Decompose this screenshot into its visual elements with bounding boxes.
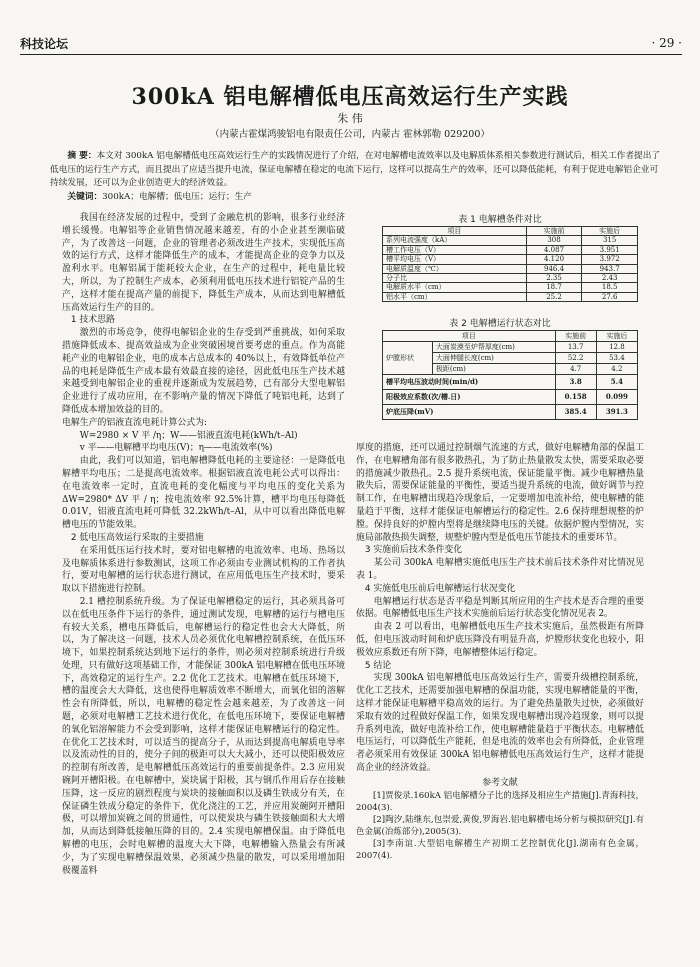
table-cell: 385.4 [555,405,596,420]
table-row [383,274,638,283]
table-row [383,245,638,254]
table-cell: 分子比 [383,274,527,283]
table-header-cell: 项目 [383,331,556,342]
table-cell: 极距(cm) [432,364,555,375]
table-cell: 315 [582,236,638,245]
abstract-label: 摘 要： [67,151,97,161]
table-header-cell: 实施前 [526,227,582,236]
table-header-cell: 实施后 [596,331,637,342]
table-cell: 阳极效应系数(次/槽.日) [383,390,556,405]
table-header-cell: 实施后 [582,227,638,236]
reference-item: [1]贾俊录.160kA 铝电解槽分子比的选择及相应生产措施[J].青海科技，2004(3). [356,790,644,813]
table-cell: 3.8 [555,375,596,390]
table1-caption: 表 1 电解槽条件对比 [458,215,542,225]
table-cell: 0.158 [555,390,596,405]
table2-caption: 表 2 电解槽运行状态对比 [449,319,551,329]
table-header-cell: 实施前 [555,331,596,342]
table-cell: 5.4 [596,375,637,390]
reference-item: [3]李南谊.大型铝电解槽生产初期工艺控制优化[J].湖南有色金属，2007(4). [356,838,644,861]
table-2 [382,330,638,420]
keywords-text: 300kA；电解槽；低电压；运行；生产 [102,192,252,202]
table-cell: 2.43 [582,274,638,283]
keywords-label: 关键词： [67,192,103,202]
running-header [20,32,682,55]
table-row [383,342,638,353]
table-row [383,375,638,390]
table-cell: 943.7 [582,264,638,273]
paragraph: 电解槽运行状态是否平稳是判断其所应用的生产技术是否合理的重要依据。电解槽低电压生产技术实施前后运行状态变化情况见表 2。 [356,596,644,620]
right-column [356,442,644,862]
paragraph: 实现 300kA 铝电解槽低电压高效运行生产，需要升级槽控制系统，优化工艺技术，还需要加强电解槽的保温功能，实现电解槽能量的平衡，这样才能保证电解槽平稳高效的运行。为了避免热量散失过快，必须做好采取有效的过程做好保温工作，如果发现电解槽出现冷趋现象，则可以提升系列电流，做好电流补给工作，使电解槽能量趋于平衡状态。电解槽低电压运行，可以降低生产能耗，但是电流的效率也会有所降低，企业管理者必须采用有效保证 300kA 铝电解槽低电压高效运行生产，这样才能提高企业的经济效益。 [356,673,644,773]
table-cell: 槽工作电压（V） [383,245,527,254]
formula-line: W=2980 × V 平 /η；W——铝液直流电耗(kWh/t–Al) [79,430,298,441]
table-cell: 3.951 [582,245,638,254]
intro-paragraph: 我国在经济发展的过程中，受到了金融危机的影响，很多行业经济增长缓慢。电解铝等企业销售情况越来越差，有的小企业甚至濒临破产，为了改善这一问题，企业的管理者必须改进生产技术，实现低压高效的运行方式，这样才能降低生产的成本，才能提高企业的竞争力以及盈利水平。电解铝属于能耗较大企业，在生产的过程中，耗电量比较大，所以，为了控制生产成本，必须利用低电压技术进行铝锭产品的生产，这样才能在提高产量的前提下，降低生产成本，从而达到电解槽低压高效运行生产的目的。 [62,213,345,313]
section-heading-1: 1 技术思路 [70,315,115,326]
table-cell: 12.8 [596,342,637,353]
section-heading-4: 4 实施低电压前后电解槽运行状况变化 [364,583,516,594]
paragraph: 激烈的市场竞争，使得电解铝企业的生存受到严重挑战，如何采取措施降低成本、提高效益成为企业突破困境首要考虑的重点。作为高能耗产业的电解铝企业，电的成本占总成本的 40%以上，有效降低单位产品的电耗是降低生产成本最有效最直接的途径，因此低电压生产技术越来越受到电解铝企业的重视并逐渐成为发展趋势，已有部分大型电解铝企业进行了成功应用，在不影响产量的情况下降低了吨铝电耗，达到了降低成本增加效益的目的。 [62,328,345,415]
abstract [50,150,665,191]
paragraph: 由此，我们可以知道，铝电解槽降低电耗的主要途径：一是降低电解槽平均电压；二是提高电流效率。根据铝液直流电耗公式可以得出：在电流效率一定时，直流电耗的变化幅度与平均电压的变化关系为 ΔW=2980* ΔV 平 / η；按电流效率 92.5%计算，槽平均电压每降低 0.01V，铝液直流电耗可降低 32.2kWh/t–Al，从中可以看出降低电解槽电压的节能效果。 [62,456,345,531]
table-cell: 4.2 [596,364,637,375]
section-heading-5: 5 结论 [364,660,392,671]
table-group-label: 炉膛形状 [383,342,433,375]
references-heading: 参考文献 [482,777,518,788]
table-cell: 4.7 [555,364,596,375]
paragraph: 由表 2 可以看出，电解槽低电压生产技术实施后，虽然极距有所降低，但电压波动时间和炉底压降没有明显升高，炉膛形状变化也较小，阳极效应系数还有所下降，电解槽整体运行稳定。 [356,622,644,658]
table-row [383,264,638,273]
table-cell: 391.3 [596,405,637,420]
table-cell: 炉底压降(mV) [383,405,556,420]
table-cell: 308 [526,236,582,245]
table-row [383,405,638,420]
table-cell: 槽平均电压波动时间(min/d) [383,375,556,390]
table-cell: 铝水平（cm） [383,292,527,301]
paragraph: 2.1 槽控制系统升级。为了保证电解槽稳定的运行，其必须具备可以在低电压条件下运行的条件，通过测试发现，电解槽的运行与槽电压有较大关系，槽电压降低后，电解槽运行的稳定性也会大大降低，所以，为了解决这一问题，技术人员必须优化电解槽控制系统，在低压环境下，如果控制系统达到地下运行的条件，则必须对控制系统进行升级处理，只有做好这项基础工作，才能保证 300kA 铝电解槽在低电压环境下，高效稳定的运行生产。2.2 优化工艺技术。电解槽在低压环境下，槽的温度会大大降低，这也使得电解质效率不断增大，而氧化铝的溶解性会有所降低，所以，电解槽的稳定性会越来越差，为了改善这一问题，必须对电解槽工艺技术进行优化，在低电压环境下，要保证电解槽的氧化铝溶解能力不会受到影响，这样才能保证电解槽运行的稳定性。在优化工艺技术时，可以适当的提高分子，从而达到提高电解质电导率以及流动性的目的，使分子间的极距可以大大减小，还可以使阳极效应的控制有所改善，是电解槽低压高效运行的重要前提条件。2.3 应用炭碗阿开槽阳极。在电解槽中，炭块属于阳极，其与钢爪作用后存在接触压降，这一反应的剧烈程度与炭块的接触面积以及磷生铁成分有关，在保证磷生铁成分稳定的条件下，优化浇注的工艺，并应用炭碗阿开槽阳极，可以增加炭碗之间的贯通性，可以使炭块与磷生铁接触面积大大增加，从而达到降低接触压降的目的。2.4 实现电解槽保温。由于降低电解槽的电压，会时电解槽的温度大大下降，电解槽输入热量会有所减少，为了实现电解槽保温效果，必须减少热量的散发，可以采用增加阳极覆盖料 [62,596,345,876]
table-cell: 3.972 [582,255,638,264]
table-cell: 53.4 [596,353,637,364]
table-row [383,255,638,264]
paragraph: 某公司 300kA 电解槽实施低电压生产技术前后技术条件对比情况见表 1。 [356,558,644,581]
table-cell: 4.087 [526,245,582,254]
table-cell: 系列电流强度（kA） [383,236,527,245]
table-row [383,283,638,292]
table-header-row [383,331,638,342]
table-cell: 2.35 [526,274,582,283]
section-heading-2: 2 低电压高效运行采取的主要措施 [70,532,204,543]
author: 朱 伟 [337,112,363,125]
paragraph: 厚度的措施，还可以通过控制烟气流速的方式，做好电解槽角部的保温工作，在电解槽角部有很多散热孔，为了防止热量散发太快，需要采取必要的措施减少散热孔。2.5 提升系统电流，保证能量平衡。减少电解槽热量散失后，需要保证能量的平衡性，要适当提升系统的电流，做好调节与控制工作，在电解槽出现趋冷现象后，一定要增加电流补给，使电解槽的能量趋于平衡，这样才能保证电解槽运行的稳定性。2.6 保持理想规整的炉膛。保持良好的炉膛内型将是继续降电压的关键。依据炉膛内型情况，实施局部散热损失调整，规整炉膛内型是低电压节能技术的重要环节。 [356,443,644,543]
table-cell: 大面炭漠至炉帮厚度(cm) [432,342,555,353]
table-cell: 4.120 [526,255,582,264]
table-cell: 电解质温度（℃） [383,264,527,273]
table-row [383,236,638,245]
formula-intro: 电解生产的铝液直流电耗计算公式为: [62,417,207,428]
table-header-cell: 项目 [383,227,527,236]
table-cell: 18.7 [526,283,582,292]
paragraph: 在采用低压运行技术时，要对铝电解槽的电流效率、电场、热场以及电解质体系进行参数测试，这项工作必须由专业测试机构的工作者执行，要对电解槽的运行状态进行测试，在应用低电压生产技术时，要采取以下措施进行控制。 [62,545,345,595]
table-cell: 槽平均电压（V） [383,255,527,264]
keywords [50,191,665,204]
table-cell: 大面伸腿长度(cm) [432,353,555,364]
section-name: 科技论坛 [20,37,69,51]
reference-item: [2]陶汐,陆继东,包崇爱,黄俊,罗海岩.铝电解槽电场分析与模拟研究[J].有色金属(冶炼部分),2005(3). [356,814,644,837]
table-cell: 13.7 [555,342,596,353]
table-row [383,390,638,405]
table-cell: 18.5 [582,283,638,292]
table-cell: 946.4 [526,264,582,273]
abstract-text: 本文对 300kA 铝电解槽低电压高效运行生产的实践情况进行了介绍，在对电解槽电流效率以及电解质体系相关参数进行测试后，相关工作者提出了低电压的运行生产方式，而且提出了应适当提升电流，保证电解槽在稳定的电流下运行，这样可以提高生产的效率，还可以降低能耗，有利于促进电解铝企业可持续发展，还可以为企业创造更大的经济效益。 [50,151,661,188]
left-column [62,212,345,877]
table-header-row [383,227,638,236]
table-cell: 电解质水平（cm） [383,283,527,292]
affiliation: （内蒙古霍煤鸿骏铝电有限责任公司，内蒙古 霍林郭勒 029200） [210,129,490,140]
section-heading-3: 3 实施前后技术条件变化 [364,545,463,556]
table-cell: 25.2 [526,292,582,301]
table-cell: 52.2 [555,353,596,364]
table-1 [382,226,638,302]
article-title: 300kA 铝电解槽低电压高效运行生产实践 [131,84,569,110]
formula-line: v 平——电解槽平均电压(V)；η——电流效率(%) [79,443,273,454]
table-row [383,292,638,301]
table-cell: 27.6 [582,292,638,301]
table-cell: 0.099 [596,390,637,405]
page-number: · 29 · [651,36,682,50]
